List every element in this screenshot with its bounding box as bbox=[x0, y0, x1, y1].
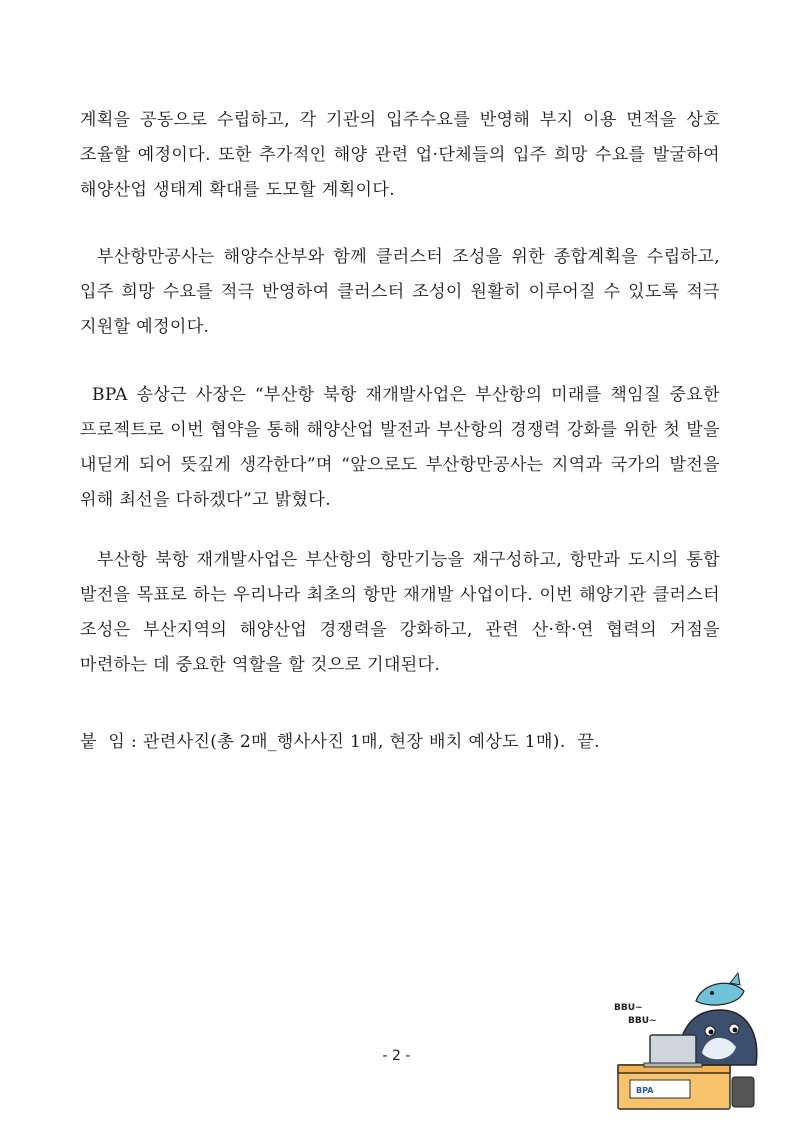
body-paragraph-4: 부산항 북항 재개발사업은 부산항의 항만기능을 재구성하고, 항만과 도시의 통합 발전을 목표로 하는 우리나라 최초의 항만 재개발 사업이다. 이번 해양기관 클러스터 조성은 부산지역의 해양산업 경쟁력을 강화하고, 관련 산·학·연 협력의 거점을 마련하는 데 중요한 역할을 할 것으로 기대된다. bbox=[80, 550, 720, 675]
body-paragraph-2: 부산항만공사는 해양수산부와 함께 클러스터 조성을 위한 종합계획을 수립하고, 입주 희망 수요를 적극 반영하여 클러스터 조성이 원활히 이루어질 수 있도록 적극 지원할 예정이다. bbox=[80, 247, 720, 337]
speech-text-2: BBU~ bbox=[628, 1016, 657, 1026]
page-number: - 2 - bbox=[382, 1048, 411, 1064]
speech-text-1: BBU~ bbox=[614, 1003, 643, 1013]
mascot-illustration bbox=[610, 965, 770, 1115]
attachment-note: 붙 임 : 관련사진(총 2매_행사사진 1매, 현장 배치 예상도 1매). 끝. bbox=[80, 732, 600, 752]
body-paragraph-3: BPA 송상근 사장은 “부산항 북항 재개발사업은 부산항의 미래를 책임질 중요한 프로젝트로 이번 협약을 통해 해양산업 발전과 부산항의 경쟁력 강화를 위한 첫 발을 내딛게 되어 뜻깊게 생각한다”며 “앞으로도 부산항만공사는 지역과 국가의 발전을 위해 최선을 다하겠다”고 밝혔다. bbox=[80, 385, 720, 510]
bpa-logo: BPA bbox=[636, 1086, 654, 1095]
body-paragraph-1: 계획을 공동으로 수립하고, 각 기관의 입주수요를 반영해 부지 이용 면적을 상호 조율할 예정이다. 또한 추가적인 해양 관련 업·단체들의 입주 희망 수요를 발굴하여 해양산업 생태계 확대를 도모할 계획이다. bbox=[80, 110, 720, 200]
whale-mascot-icon bbox=[610, 965, 770, 1115]
